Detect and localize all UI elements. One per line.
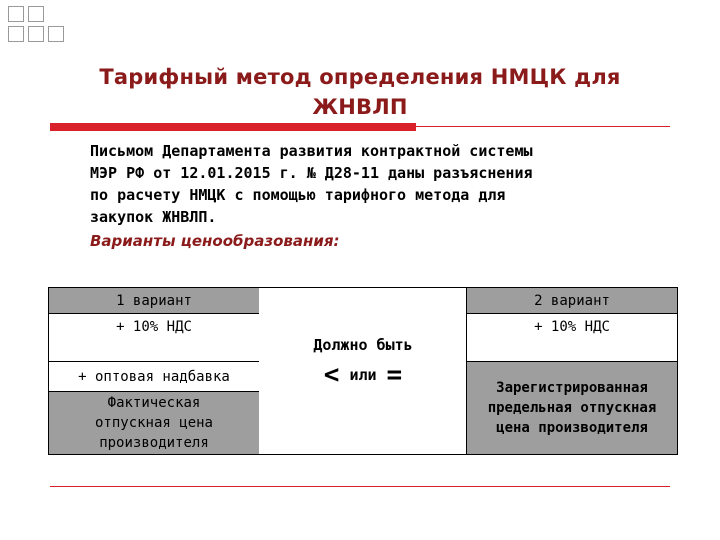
decor-square-4 (28, 26, 44, 42)
decor-square-2 (28, 6, 44, 22)
body-line: по расчету НМЦК с помощью тарифного метода для (90, 186, 506, 204)
bottom-divider (50, 486, 670, 487)
body-line: закупок ЖНВЛП. (90, 208, 217, 226)
title-line-1: Тарифный метод определения НМЦК для (99, 65, 621, 89)
decor-square-3 (8, 26, 24, 42)
must-be-text: Должно быть (313, 336, 413, 354)
variant-2-vat (466, 313, 678, 362)
variant-2-header (466, 287, 678, 314)
variant-2-registered-price (466, 361, 678, 455)
variant-1-wholesale-label: + оптовая надбавка (78, 368, 230, 385)
less-than-symbol: < (323, 360, 340, 390)
variant-1-actual-price (48, 391, 260, 455)
variant-1-vat (48, 313, 260, 362)
title-underline-thin (416, 126, 670, 127)
equal-symbol: = (386, 360, 403, 390)
body-line: Письмом Департамента развития контрактной системы (90, 142, 533, 160)
slide-title (40, 62, 680, 122)
variants-heading: Варианты ценообразования: (90, 232, 340, 250)
variant-1-header-label: 1 вариант (116, 292, 192, 309)
body-line: МЭР РФ от 12.01.2015 г. № Д28-11 даны разъяснения (90, 164, 533, 182)
decor-square-5 (48, 26, 64, 42)
body-paragraph (90, 140, 690, 228)
variant-1-actual-price-label: Фактическая отпускная цена производителя (94, 395, 213, 451)
variant-2-vat-label: + 10% НДС (534, 319, 610, 335)
variant-2-registered-price-label: Зарегистрированная предельная отпускная цена производителя (487, 380, 657, 436)
or-text: или (349, 366, 377, 384)
variant-1-header (48, 287, 260, 314)
title-underline-bar (50, 123, 416, 131)
title-line-2: ЖНВЛП (312, 95, 408, 119)
variant-2-header-label: 2 вариант (534, 292, 610, 309)
variant-1-vat-label: + 10% НДС (116, 319, 192, 335)
variant-1-wholesale-markup (48, 361, 260, 392)
decor-square-1 (8, 6, 24, 22)
comparison-symbols (259, 360, 467, 390)
